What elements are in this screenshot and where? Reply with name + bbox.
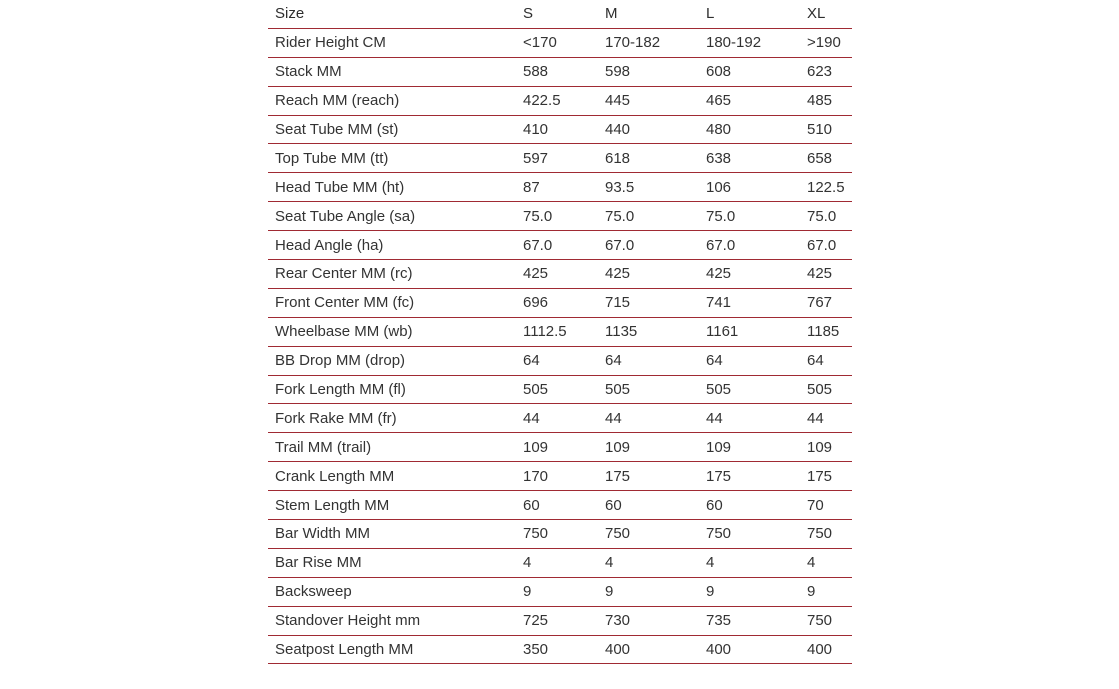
table-row [268,548,852,577]
cell-value: 64 [605,346,706,375]
row-label: Seat Tube Angle (sa) [268,202,523,231]
cell-value: 9 [807,577,852,606]
cell-value: 597 [523,144,605,173]
row-label: Stack MM [268,57,523,86]
cell-value: <170 [523,28,605,57]
cell-value: 750 [605,520,706,549]
cell-value: 9 [605,577,706,606]
cell-value: 44 [807,404,852,433]
row-label: Trail MM (trail) [268,433,523,462]
cell-value: 741 [706,288,807,317]
cell-value: 9 [523,577,605,606]
cell-value: 440 [605,115,706,144]
cell-value: 400 [605,635,706,664]
row-label: Stem Length MM [268,491,523,520]
cell-value: 425 [807,260,852,289]
table-row [268,346,852,375]
table-row [268,86,852,115]
cell-value: 505 [706,375,807,404]
cell-value: 75.0 [605,202,706,231]
table-row [268,28,852,57]
cell-value: 485 [807,86,852,115]
table-row [268,606,852,635]
cell-value: 658 [807,144,852,173]
cell-value: 60 [605,491,706,520]
cell-value: 64 [523,346,605,375]
cell-value: 93.5 [605,173,706,202]
row-label: Wheelbase MM (wb) [268,317,523,346]
cell-value: 598 [605,57,706,86]
cell-value: 425 [523,260,605,289]
cell-value: 64 [807,346,852,375]
cell-value: 170-182 [605,28,706,57]
row-label: Bar Rise MM [268,548,523,577]
cell-value: 422.5 [523,86,605,115]
cell-value: 750 [807,606,852,635]
row-label: Rear Center MM (rc) [268,260,523,289]
cell-value: 608 [706,57,807,86]
table-row [268,202,852,231]
cell-value: 445 [605,86,706,115]
row-label: Standover Height mm [268,606,523,635]
cell-value: 109 [706,433,807,462]
cell-value: 70 [807,491,852,520]
cell-value: 44 [605,404,706,433]
cell-value: 9 [706,577,807,606]
table-row [268,144,852,173]
row-label: Crank Length MM [268,462,523,491]
column-header-xl: XL [807,0,852,28]
row-label: Reach MM (reach) [268,86,523,115]
cell-value: 109 [523,433,605,462]
cell-value: 750 [706,520,807,549]
table-row [268,462,852,491]
row-label: Seat Tube MM (st) [268,115,523,144]
cell-value: 4 [807,548,852,577]
cell-value: 4 [605,548,706,577]
cell-value: 400 [706,635,807,664]
cell-value: 696 [523,288,605,317]
row-label: Head Tube MM (ht) [268,173,523,202]
cell-value: 1112.5 [523,317,605,346]
row-label: Seatpost Length MM [268,635,523,664]
cell-value: 715 [605,288,706,317]
column-header-s: S [523,0,605,28]
cell-value: 4 [706,548,807,577]
row-label: Head Angle (ha) [268,231,523,260]
table-row [268,173,852,202]
cell-value: 67.0 [605,231,706,260]
cell-value: 4 [523,548,605,577]
table-body [268,28,852,664]
cell-value: 67.0 [807,231,852,260]
cell-value: 109 [605,433,706,462]
cell-value: 175 [605,462,706,491]
cell-value: 350 [523,635,605,664]
header-row [268,0,852,28]
cell-value: 425 [605,260,706,289]
table-row [268,577,852,606]
cell-value: 67.0 [706,231,807,260]
table-row [268,404,852,433]
cell-value: 109 [807,433,852,462]
cell-value: 750 [523,520,605,549]
cell-value: 510 [807,115,852,144]
cell-value: 410 [523,115,605,144]
row-label: Fork Rake MM (fr) [268,404,523,433]
table-row [268,115,852,144]
cell-value: 505 [807,375,852,404]
row-label: Bar Width MM [268,520,523,549]
cell-value: 75.0 [523,202,605,231]
cell-value: >190 [807,28,852,57]
cell-value: 618 [605,144,706,173]
table-row [268,520,852,549]
row-label: Top Tube MM (tt) [268,144,523,173]
cell-value: 175 [706,462,807,491]
cell-value: 588 [523,57,605,86]
cell-value: 175 [807,462,852,491]
row-label: Rider Height CM [268,28,523,57]
cell-value: 60 [706,491,807,520]
cell-value: 425 [706,260,807,289]
cell-value: 750 [807,520,852,549]
table-row [268,375,852,404]
row-label: BB Drop MM (drop) [268,346,523,375]
column-header-size: Size [268,0,523,28]
cell-value: 44 [523,404,605,433]
cell-value: 400 [807,635,852,664]
cell-value: 480 [706,115,807,144]
table-row [268,288,852,317]
table-row [268,491,852,520]
cell-value: 106 [706,173,807,202]
cell-value: 623 [807,57,852,86]
cell-value: 1161 [706,317,807,346]
column-header-m: M [605,0,706,28]
column-header-l: L [706,0,807,28]
cell-value: 60 [523,491,605,520]
cell-value: 1135 [605,317,706,346]
cell-value: 730 [605,606,706,635]
table-row [268,231,852,260]
cell-value: 735 [706,606,807,635]
row-label: Front Center MM (fc) [268,288,523,317]
table-row [268,260,852,289]
cell-value: 465 [706,86,807,115]
cell-value: 505 [523,375,605,404]
cell-value: 767 [807,288,852,317]
cell-value: 75.0 [706,202,807,231]
table-row [268,317,852,346]
row-label: Backsweep [268,577,523,606]
cell-value: 44 [706,404,807,433]
cell-value: 64 [706,346,807,375]
cell-value: 67.0 [523,231,605,260]
cell-value: 1185 [807,317,852,346]
cell-value: 180-192 [706,28,807,57]
cell-value: 170 [523,462,605,491]
geometry-table [268,0,852,664]
cell-value: 505 [605,375,706,404]
cell-value: 725 [523,606,605,635]
cell-value: 122.5 [807,173,852,202]
table-row [268,635,852,664]
row-label: Fork Length MM (fl) [268,375,523,404]
table-row [268,57,852,86]
cell-value: 87 [523,173,605,202]
cell-value: 75.0 [807,202,852,231]
cell-value: 638 [706,144,807,173]
table-row [268,433,852,462]
